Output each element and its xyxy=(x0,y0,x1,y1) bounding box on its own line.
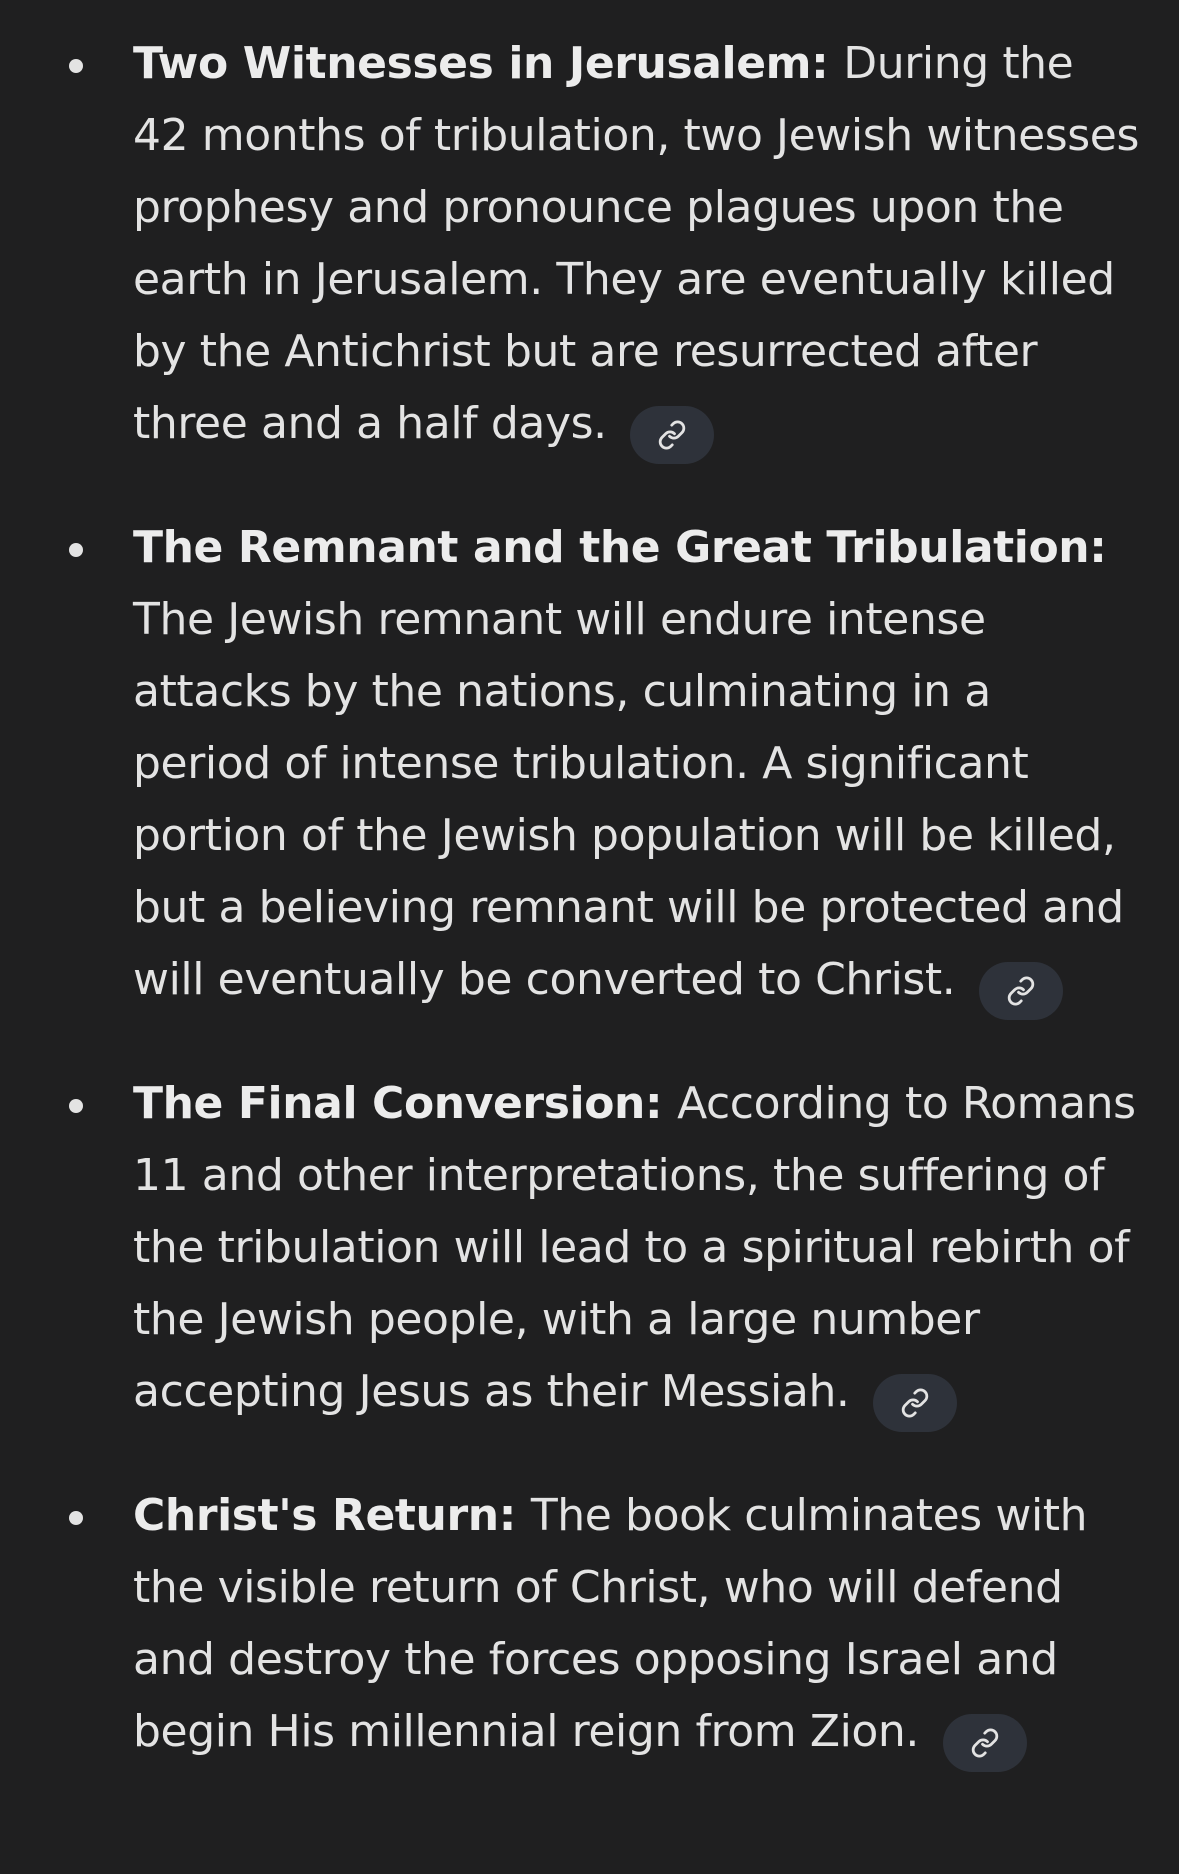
item-text: During the 42 months of tribulation, two Jewish witnesses prophesy and pronounce plagues upon the earth in Jerusalem. They are eventually killed by the Antichrist but are resurrected after three and a half days. xyxy=(133,38,1139,449)
link-icon xyxy=(970,1728,1000,1758)
item-text: According to Romans 11 and other interpretations, the suffering of the tribulation will lead to a spiritual rebirth of the Jewish people, with a large number accepting Jesus as their Messiah. xyxy=(133,1078,1136,1417)
bullet-list xyxy=(0,28,1179,1820)
item-text: The Jewish remnant will endure intense attacks by the nations, culminating in a period of intense tribulation. A significant portion of the Jewish population will be killed, but a believing remnant will be protected and will eventually be converted to Christ. xyxy=(133,594,1124,1005)
source-link-button[interactable] xyxy=(630,406,714,464)
list-item xyxy=(0,1068,1179,1432)
source-link-button[interactable] xyxy=(979,962,1063,1020)
item-title: The Remnant and the Great Tribulation: xyxy=(133,522,1107,573)
link-icon xyxy=(900,1388,930,1418)
link-icon xyxy=(1006,976,1036,1006)
source-link-button[interactable] xyxy=(873,1374,957,1432)
bullet-dot xyxy=(69,1099,83,1113)
item-title: Christ's Return: xyxy=(133,1490,531,1541)
source-link-button[interactable] xyxy=(943,1714,1027,1772)
link-icon xyxy=(657,420,687,450)
item-title: The Final Conversion: xyxy=(133,1078,678,1129)
item-text: The book culminates with the visible return of Christ, who will defend and destroy the forces opposing Israel and begin His millennial reign from Zion. xyxy=(133,1490,1088,1757)
list-item xyxy=(0,1480,1179,1772)
item-title: Two Witnesses in Jerusalem: xyxy=(133,38,844,89)
bullet-dot xyxy=(69,59,83,73)
list-item xyxy=(0,28,1179,464)
bullet-dot xyxy=(69,543,83,557)
list-item xyxy=(0,512,1179,1020)
bullet-dot xyxy=(69,1511,83,1525)
